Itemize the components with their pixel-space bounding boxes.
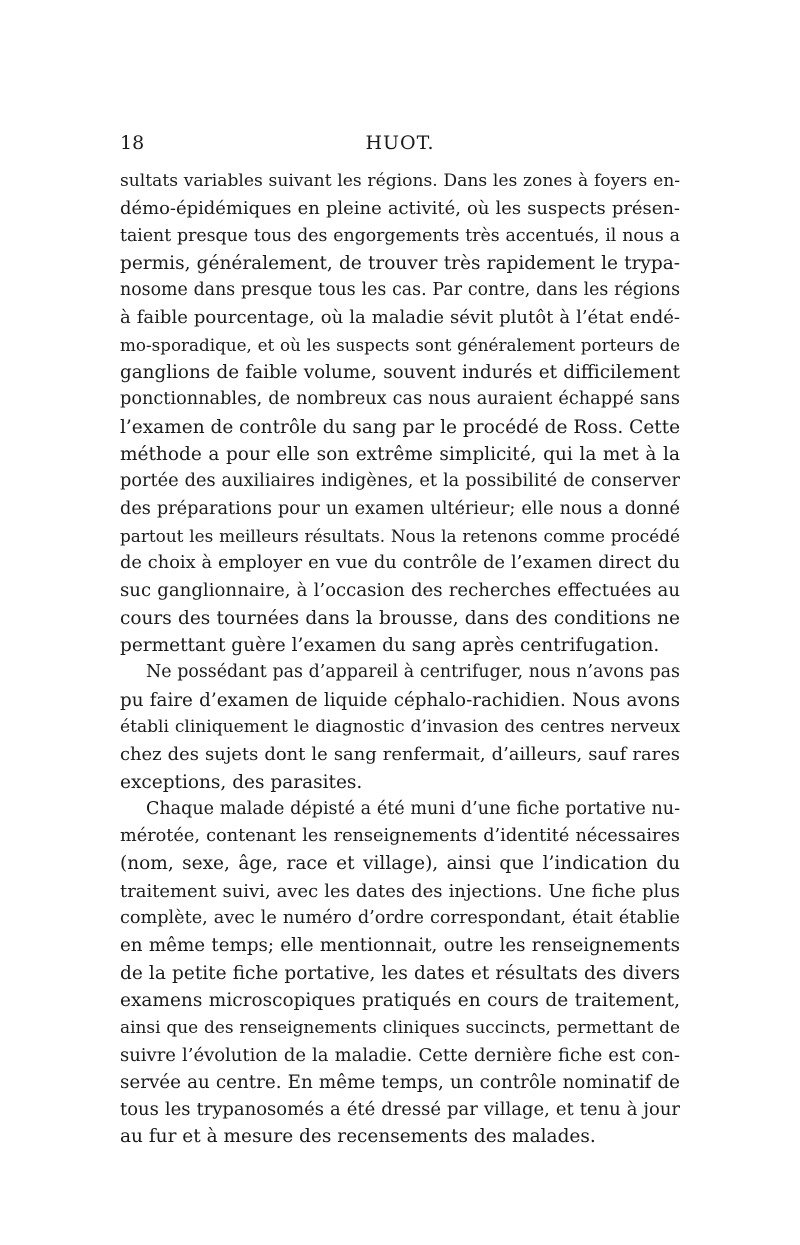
- page-number: 18: [120, 132, 145, 154]
- text-line: servée au centre. En même temps, un contrôle nominatif de: [120, 1071, 680, 1093]
- text-line: partout les meilleurs résultats. Nous la retenons comme procédé: [120, 525, 680, 546]
- text-line: tous les trypanosomés a été dressé par village, et tenu à jour: [120, 1099, 680, 1121]
- text-line: établi cliniquement le diagnostic d’invasion des centres nerveux: [120, 716, 680, 737]
- text-line: ganglions de faible volume, souvent indurés et difficilement: [120, 362, 680, 384]
- text-line: examens microscopiques pratiqués en cours de traitement,: [120, 989, 680, 1011]
- text-line: (nom, sexe, âge, race et village), ainsi que l’indication du: [120, 853, 680, 875]
- text-line: cours des tournées dans la brousse, dans des conditions ne: [120, 607, 680, 629]
- running-title: HUOT.: [365, 132, 435, 154]
- text-line: Ne possédant pas d’appareil à centrifuger, nous n’avons pas: [146, 662, 680, 683]
- text-line: mérotée, contenant les renseignements d’identité nécessaires: [120, 826, 680, 847]
- text-line: en même temps; elle mentionnait, outre les renseignements: [120, 935, 680, 957]
- text-line: Chaque malade dépisté a été muni d’une fiche portative nu-: [146, 798, 680, 819]
- text-line: de choix à employer en vue du contrôle de l’examen direct du: [120, 553, 680, 574]
- text-line: au fur et à mesure des recensements des malades.: [120, 1126, 596, 1148]
- text-line: de la petite fiche portative, les dates et résultats des divers: [120, 962, 680, 984]
- text-line: pu faire d’examen de liquide céphalo-rachidien. Nous avons: [120, 689, 680, 711]
- text-line: ainsi que des renseignements cliniques succincts, permettant de: [120, 1017, 680, 1038]
- paragraph-2: [120, 659, 680, 795]
- text-line: chez des sujets dont le sang renfermait, d’ailleurs, sauf rares: [120, 744, 680, 766]
- text-line: exceptions, des parasites.: [120, 771, 363, 793]
- text-line: traitement suivi, avec les dates des injections. Une fiche plus: [120, 880, 680, 902]
- text-line: à faible pourcentage, où la maladie sévit plutôt à l’état endé-: [120, 307, 680, 329]
- running-head: [120, 132, 680, 156]
- body-text: [120, 168, 680, 1151]
- text-line: mo-sporadique, et où les suspects sont généralement porteurs de: [120, 334, 680, 355]
- paragraph-3: [120, 796, 680, 1151]
- text-line: démo-épidémiques en pleine activité, où les suspects présen-: [120, 198, 680, 220]
- text-line: portée des auxiliaires indigènes, et la possibilité de conserver: [120, 471, 680, 492]
- text-line: ponctionnables, de nombreux cas nous auraient échappé sans: [120, 389, 680, 410]
- text-line: taient presque tous des engorgements très accentués, il nous a: [120, 225, 680, 246]
- text-line: suc ganglionnaire, à l’occasion des recherches effectuées au: [120, 580, 680, 602]
- text-line: l’examen de contrôle du sang par le procédé de Ross. Cette: [120, 416, 681, 438]
- text-line: des préparations pour un examen ultérieur; elle nous a donné: [120, 498, 680, 519]
- text-line: suivre l’évolution de la maladie. Cette dernière fiche est con-: [120, 1044, 680, 1066]
- text-line: complète, avec le numéro d’ordre correspondant, était établie: [120, 908, 680, 929]
- text-line: nosome dans presque tous les cas. Par contre, dans les régions: [120, 280, 680, 301]
- text-line: permettant guère l’examen du sang après centrifugation.: [120, 635, 660, 657]
- text-line: méthode a pour elle son extrême simplicité, qui la met à la: [120, 443, 680, 465]
- paragraph-1: [120, 168, 680, 659]
- text-line: permis, généralement, de trouver très rapidement le trypa-: [120, 252, 680, 274]
- text-line: sultats variables suivant les régions. Dans les zones à foyers en-: [120, 171, 680, 191]
